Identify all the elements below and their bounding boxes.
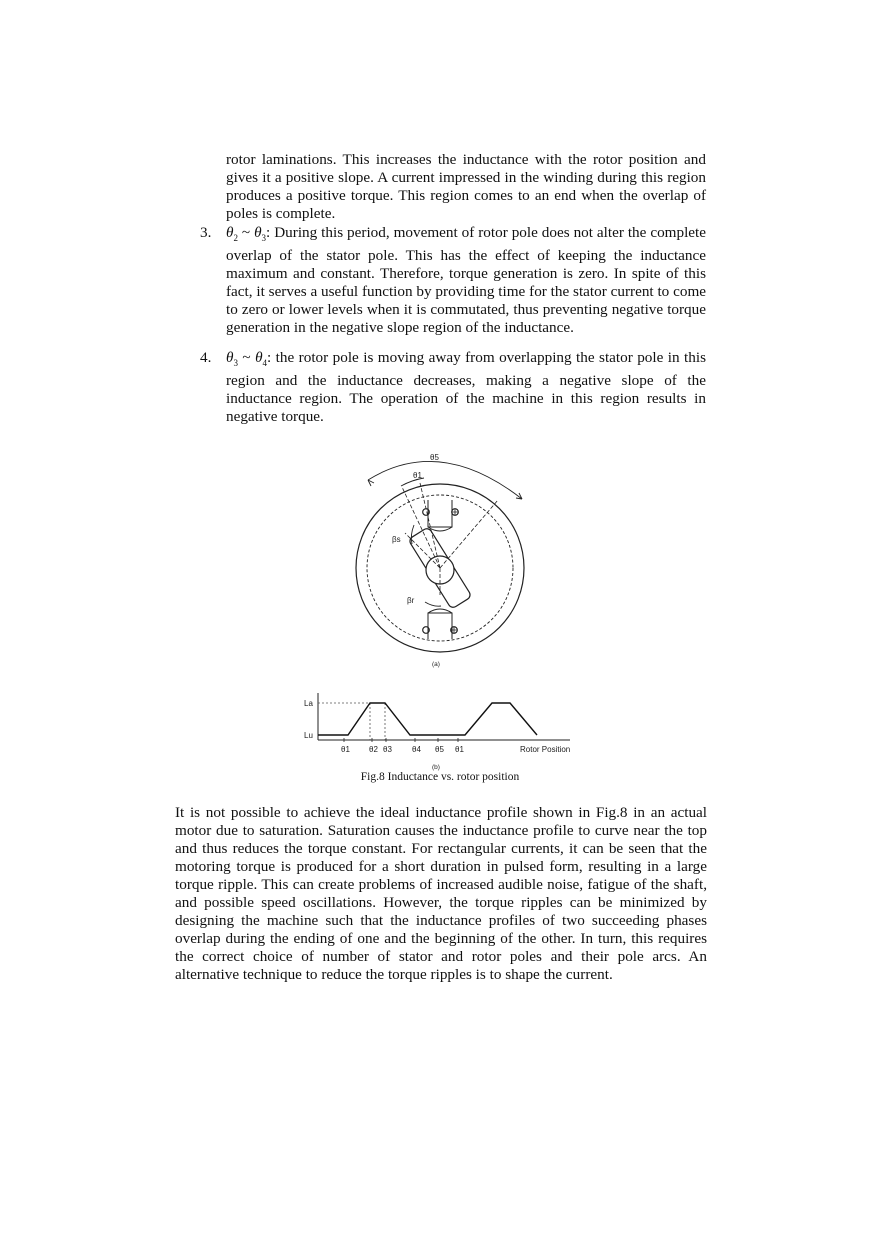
item-text: : the rotor pole is moving away from overlapping the stator pole in this region and the inductance decreases, making a negative slope of the inductance region. The operation of the machine in this region results in negative torque. — [226, 349, 706, 426]
figure-8 — [300, 445, 580, 775]
theta1-label: θ1 — [413, 471, 422, 480]
x-tick-label: θ2 — [369, 745, 378, 754]
reference-line — [440, 500, 498, 568]
motor-cross-section — [356, 461, 524, 652]
theta-from: $\theta_2$ — [226, 224, 238, 244]
item-text: : During this period, movement of rotor pole does not alter the complete overlap of the stator pole. This has the effect of keeping the inductance maximum and constant. Therefore, torque generation is zero. In spite of this fact, it serves a useful function by providing time for the stator current to come to zero or lower levels when it is commutated, thus preventing negative torque generation in the negative slope region of the inductance. — [226, 224, 706, 337]
subfigure-b-label: (b) — [432, 764, 440, 771]
y-label-lu: Lu — [304, 731, 313, 740]
main-paragraph: It is not possible to achieve the ideal inductance profile shown in Fig.8 in an actual motor due to saturation. Saturation causes the inductance profile to curve near the top and thus reduces the torque constant. For rectangular currents, it can be seen that the motoring torque is produced for a short duration in pulsed form, resulting in a large torque ripple. This can create problems of increased audible noise, fatigue of the shaft, and possible speed oscillations. However, the torque ripples can be minimized by designing the machine such that the inductance profiles of two succeeding phases overlap during the ending of one and the beginning of the other. In turn, this requires the correct choice of number of stator and rotor poles and their pole arcs. An alternative technique to reduce the torque ripples is to shape the current. — [175, 804, 707, 983]
figure-caption: Fig.8 Inductance vs. rotor position — [360, 771, 520, 783]
beta-r-label: βr — [407, 596, 415, 605]
list-number: 3. — [200, 224, 212, 241]
list-item-3 — [200, 224, 706, 337]
theta-from: $\theta_3$ — [226, 349, 238, 369]
y-label-la: La — [304, 699, 313, 708]
list-item-4 — [200, 349, 706, 426]
x-tick-label: θ1 — [341, 745, 350, 754]
stator-pole-top — [428, 500, 452, 527]
inductance-series-line — [318, 703, 537, 735]
beta-r-arc — [425, 602, 441, 606]
stator-pole-bottom-arc — [428, 609, 452, 613]
theta5-arc — [368, 461, 522, 499]
range-separator: ~ — [237, 224, 255, 241]
range-separator: ~ — [237, 349, 256, 366]
subfigure-a-label: (a) — [432, 661, 440, 668]
continuation-paragraph: rotor laminations. This increases the inductance with the rotor position and gives it a positive slope. A current impressed in the winding during this region produces a positive torque. This region comes to an end when the overlap of poles is complete. — [226, 151, 706, 222]
x-tick-label: θ1 — [455, 745, 464, 754]
theta-to: $\theta_3$ — [254, 224, 267, 244]
beta-s-label: βs — [392, 535, 401, 544]
stator-pole-bottom — [428, 613, 452, 639]
theta-to: $\theta_4$ — [255, 349, 268, 369]
x-tick-label: θ5 — [435, 745, 444, 754]
inductance-plot — [304, 693, 570, 754]
x-tick-label: θ3 — [383, 745, 392, 754]
list-number: 4. — [200, 349, 212, 366]
stator-pole-top-arc — [428, 527, 452, 531]
x-axis-title: Rotor Position — [520, 745, 571, 754]
x-tick-label: θ4 — [412, 745, 421, 754]
theta5-label: θ5 — [430, 453, 439, 462]
